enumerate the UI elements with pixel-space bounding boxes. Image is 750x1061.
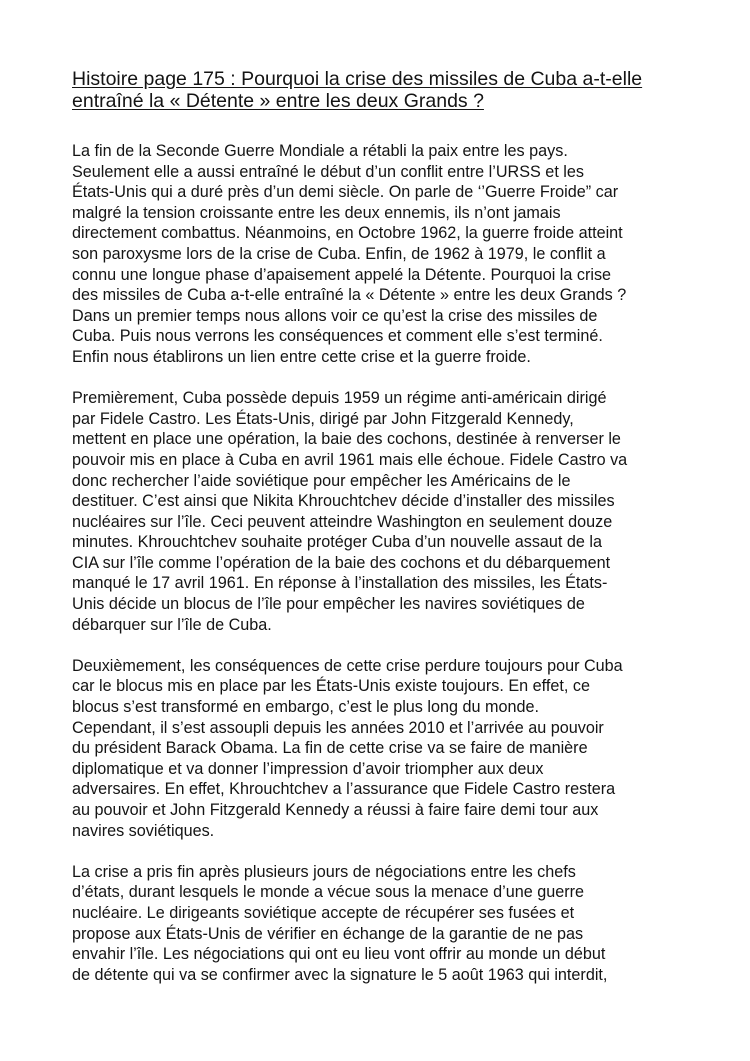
- paragraph-line: Enfin nous établirons un lien entre cette crise et la guerre froide.: [72, 347, 531, 366]
- document-title: [72, 68, 684, 112]
- paragraph-line: au pouvoir et John Fitzgerald Kennedy a réussi à faire faire demi tour aux: [72, 801, 599, 819]
- paragraph-line: mettent en place une opération, la baie des cochons, destinée à renverser le: [72, 430, 621, 449]
- paragraph-2: [72, 388, 684, 635]
- paragraph-1: [72, 141, 684, 368]
- paragraph-line: de détente qui va se confirmer avec la signature le 5 août 1963 qui interdit,: [72, 965, 608, 984]
- paragraph-line: Premièrement, Cuba possède depuis 1959 un régime anti-américain dirigé: [72, 389, 607, 408]
- paragraph-line: La crise a pris fin après plusieurs jours de négociations entre les chefs: [72, 862, 576, 881]
- paragraph-line: malgré la tension croissante entre les deux ennemis, ils n’ont jamais: [72, 203, 561, 222]
- paragraph-line: CIA sur l’île comme l’opération de la baie des cochons et du débarquement: [72, 553, 611, 572]
- paragraph-line: adversaires. En effet, Khrouchtchev a l’assurance que Fidele Castro restera: [72, 780, 616, 799]
- title-line: Histoire page 175 : Pourquoi la crise des missiles de Cuba a-t-elle: [72, 68, 643, 90]
- title-line: entraîné la « Détente » entre les deux Grands ?: [72, 90, 484, 112]
- paragraph-line: car le blocus mis en place par les États-Unis existe toujours. En effet, ce: [72, 677, 590, 696]
- paragraph-line: blocus s’est transformé en embargo, c’est le plus long du monde.: [72, 698, 539, 717]
- paragraph-line: diplomatique et va donner l’impression d’avoir triompher aux deux: [72, 759, 544, 778]
- paragraph-4: [72, 862, 684, 986]
- paragraph-line: manqué le 17 avril 1961. En réponse à l’installation des missiles, les États-: [72, 574, 608, 593]
- document-body: [72, 141, 684, 985]
- paragraph-line: par Fidele Castro. Les États-Unis, dirigé par John Fitzgerald Kennedy,: [72, 409, 574, 428]
- paragraph-line: Dans un premier temps nous allons voir ce qu’est la crise des missiles de: [72, 306, 598, 325]
- paragraph-line: d’états, durant lesquels le monde a vécue sous la menace d’une guerre: [72, 883, 585, 902]
- paragraph-line: Unis décide un blocus de l’île pour empêcher les navires soviétiques de: [72, 595, 585, 614]
- paragraph-line: destituer. C’est ainsi que Nikita Khrouchtchev décide d’installer des missiles: [72, 492, 615, 511]
- paragraph-line: connu une longue phase d’apaisement appelé la Détente. Pourquoi la crise: [72, 265, 612, 284]
- paragraph-line: pouvoir mis en place à Cuba en avril 1961 mais elle échoue. Fidele Castro va: [72, 450, 628, 469]
- paragraph-line: du président Barack Obama. La fin de cette crise va se faire de manière: [72, 739, 588, 758]
- paragraph-line: La fin de la Seconde Guerre Mondiale a rétabli la paix entre les pays.: [72, 142, 568, 160]
- paragraph-line: des missiles de Cuba a-t-elle entraîné la « Détente » entre les deux Grands ?: [72, 286, 627, 305]
- paragraph-line: États-Unis qui a duré près d’un demi siècle. On parle de ‘’Guerre Froide” car: [72, 183, 619, 202]
- paragraph-line: propose aux États-Unis de vérifier en échange de la garantie de ne pas: [72, 924, 584, 943]
- paragraph-line: Cuba. Puis nous verrons les conséquences et comment elle s’est terminé.: [72, 327, 603, 346]
- paragraph-line: son paroxysme lors de la crise de Cuba. Enfin, de 1962 à 1979, le conflit a: [72, 244, 606, 263]
- paragraph-line: navires soviétiques.: [72, 821, 215, 840]
- paragraph-line: Seulement elle a aussi entraîné le début d’un conflit entre l’URSS et les: [72, 162, 585, 181]
- paragraph-line: débarquer sur l’île de Cuba.: [72, 615, 272, 634]
- paragraph-line: nucléaire. Le dirigeants soviétique accepte de récupérer ses fusées et: [72, 903, 575, 922]
- paragraph-line: minutes. Khrouchtchev souhaite protéger Cuba d’un nouvelle assaut de la: [72, 533, 603, 552]
- paragraph-line: directement combattus. Néanmoins, en Octobre 1962, la guerre froide atteint: [72, 224, 623, 243]
- paragraph-line: Cependant, il s’est assoupli depuis les années 2010 et l’arrivée au pouvoir: [72, 718, 604, 737]
- paragraph-line: donc rechercher l’aide soviétique pour empêcher les Américains de le: [72, 471, 571, 490]
- paragraph-line: nucléaires sur l’île. Ceci peuvent atteindre Washington en seulement douze: [72, 512, 613, 531]
- paragraph-line: Deuxièmement, les conséquences de cette crise perdure toujours pour Cuba: [72, 656, 623, 675]
- paragraph-line: envahir l’île. Les négociations qui ont eu lieu vont offrir au monde un début: [72, 945, 606, 964]
- paragraph-3: [72, 656, 684, 841]
- document-page: [72, 68, 684, 1006]
